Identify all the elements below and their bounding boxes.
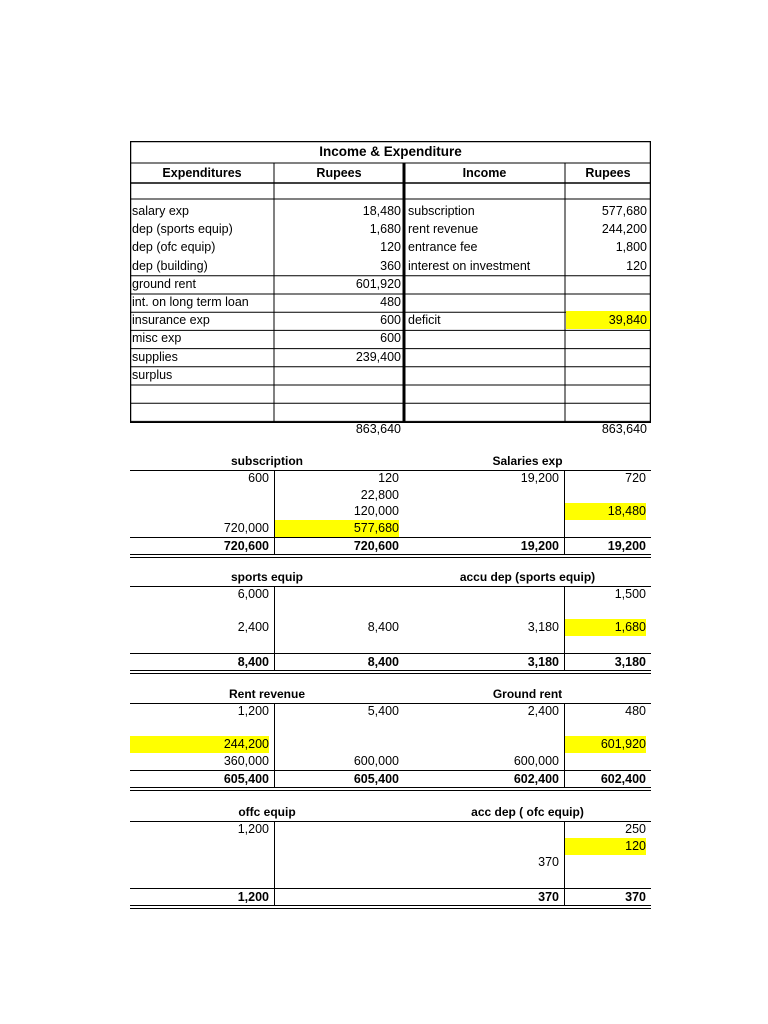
t-account-total: 8,400	[367, 655, 399, 669]
income-label: entrance fee	[408, 240, 478, 255]
expenditure-amount: 480	[380, 295, 401, 309]
income-label: interest on investment	[408, 258, 531, 273]
income-amount: 244,200	[601, 222, 647, 237]
t-account-total: 602,400	[513, 772, 559, 786]
t-account-entry: 2,400	[527, 704, 559, 718]
t-account-entry: 1,680	[565, 619, 646, 636]
t-account-entry: 3,180	[527, 620, 559, 635]
t-account-entry: 6,000	[237, 587, 269, 601]
income-amount: 39,840	[566, 311, 650, 329]
t-account-entry: 600	[248, 471, 269, 485]
header-rupees-right: Rupees	[585, 166, 631, 180]
t-account-divider	[274, 821, 275, 905]
t-account-title: sports equip	[230, 570, 303, 584]
t-account-entry: 18,480	[565, 503, 646, 520]
t-account-total: 605,400	[353, 772, 399, 786]
t-account-entry: 1,200	[237, 704, 269, 718]
t-account-entry: 720	[625, 471, 646, 485]
t-account-total: 19,200	[607, 539, 646, 553]
income-label: rent revenue	[408, 222, 479, 237]
income-label: deficit	[408, 313, 441, 328]
expenditure-amount	[274, 366, 404, 384]
t-account-entry: 480	[625, 704, 646, 718]
t-account-title: offc equip	[238, 805, 296, 819]
t-account-entry: 120	[565, 838, 646, 855]
t-account-title: Salaries exp	[492, 454, 563, 468]
t-account-entry: 600,000	[513, 754, 559, 769]
t-account-total: 3,180	[614, 655, 646, 669]
income-amount: 120	[626, 258, 647, 273]
header-income: Income	[462, 166, 507, 180]
t-account-entry: 19,200	[520, 471, 559, 485]
expenditure-label: int. on long term loan	[132, 295, 249, 309]
t-account-title: subscription	[230, 454, 303, 468]
expenditure-amount: 120	[380, 240, 401, 255]
expenditure-amount: 1,680	[369, 222, 401, 237]
income-amount: 1,800	[615, 240, 647, 255]
expenditure-amount: 601,920	[355, 276, 401, 291]
expenditure-label: ground rent	[132, 276, 196, 291]
t-account-total: 370	[625, 890, 646, 904]
income-expenditure-table	[130, 141, 651, 437]
t-account-title: acc dep ( ofc equip)	[471, 805, 584, 819]
expenditure-amount: 18,480	[362, 204, 401, 218]
income-label	[406, 275, 565, 293]
t-account-total: 370	[538, 890, 559, 904]
expenditure-label: insurance exp	[132, 313, 210, 328]
t-account-entry: 601,920	[565, 736, 646, 753]
income-amount: 577,680	[601, 204, 647, 218]
total-left: 863,640	[355, 422, 401, 437]
expenditure-amount: 360	[380, 258, 401, 273]
t-account-entry: 22,800	[360, 487, 399, 502]
expenditure-label: salary exp	[132, 204, 189, 218]
t-account-entry: 1,200	[237, 822, 269, 836]
expenditure-label: misc exp	[132, 331, 182, 346]
t-account-entry: 577,680	[275, 520, 399, 537]
t-account-title: accu dep (sports equip)	[459, 570, 596, 584]
t-account-entry: 1,500	[614, 587, 646, 601]
t-account-title: Ground rent	[492, 687, 563, 701]
expenditure-label: dep (sports equip)	[132, 222, 233, 237]
income-amount	[566, 293, 650, 311]
income-label: subscription	[408, 204, 475, 218]
t-account-total: 1,200	[237, 890, 269, 904]
t-account-entry: 120,000	[353, 504, 399, 519]
t-account-entry: 2,400	[237, 620, 269, 635]
t-account-entry: 5,400	[367, 704, 399, 718]
t-account-entry: 720,000	[223, 521, 269, 536]
t-account-entry: 250	[625, 822, 646, 836]
header-rupees-left: Rupees	[316, 166, 362, 180]
t-account-total: 8,400	[237, 655, 269, 669]
t-account-entry: 600,000	[353, 754, 399, 769]
header-expenditures: Expenditures	[162, 166, 242, 180]
t-account-entry: 370	[538, 855, 559, 870]
income-label	[406, 293, 565, 311]
t-account-total: 3,180	[527, 655, 559, 669]
expenditure-amount: 600	[380, 313, 401, 328]
income-amount	[566, 275, 650, 293]
expenditure-amount: 600	[380, 331, 401, 346]
expenditure-label: surplus	[132, 367, 173, 382]
t-account-total: 602,400	[600, 772, 646, 786]
total-right: 863,640	[601, 422, 647, 437]
t-account-total: 19,200	[520, 539, 559, 553]
t-account-total: 720,600	[353, 539, 399, 553]
expenditure-label: supplies	[132, 349, 178, 364]
t-account-entry: 360,000	[223, 754, 269, 769]
t-account-total: 720,600	[223, 539, 269, 553]
t-account-total: 605,400	[223, 772, 269, 786]
table-title: Income & Expenditure	[319, 144, 462, 159]
expenditure-amount: 239,400	[355, 349, 401, 364]
t-account-entry: 244,200	[130, 736, 269, 753]
t-account-title: Rent revenue	[228, 687, 306, 701]
t-account-entry: 8,400	[367, 620, 399, 635]
expenditure-label: dep (building)	[132, 258, 208, 273]
expenditure-label: dep (ofc equip)	[132, 240, 216, 255]
t-account-entry: 120	[378, 471, 399, 485]
